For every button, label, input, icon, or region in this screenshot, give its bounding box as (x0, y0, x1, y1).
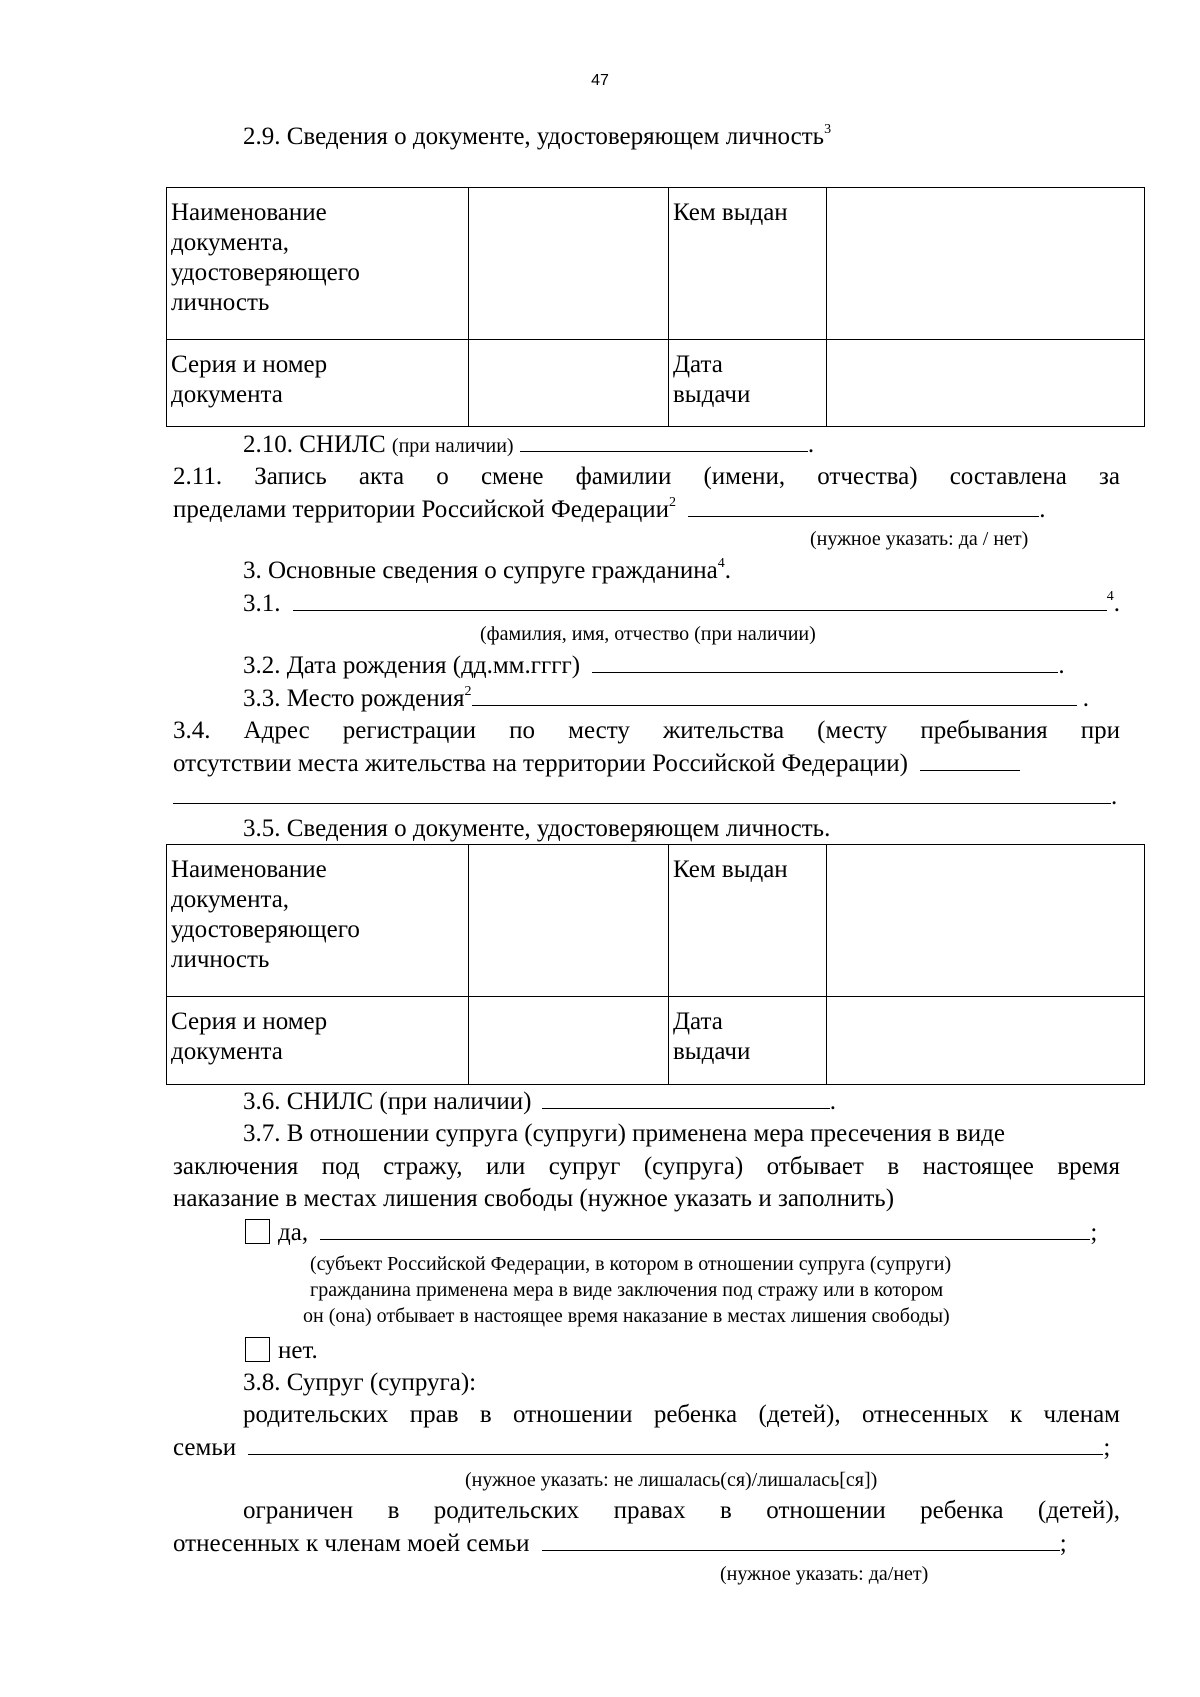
spouse-snils-field[interactable] (542, 1087, 830, 1109)
section-3-8-p1-line1: родительских прав в отношении ребенка (детей), отнесенных к членам (243, 1401, 1120, 1428)
parental-rights-field[interactable] (248, 1433, 1103, 1455)
label-series-number: Серия и номер документа (167, 997, 469, 1085)
birth-place-field[interactable] (472, 684, 1077, 706)
name-change-field[interactable] (688, 495, 1039, 517)
section-3-4-line2: отсутствии места жительства на территории Российской Федерации) (173, 749, 1020, 779)
footnote-ref: 3 (824, 122, 832, 137)
detention-region-field[interactable] (320, 1218, 1090, 1240)
section-2-11-line1: 2.11. Запись акта о смене фамилии (имени, отчества) составлена за (173, 463, 1120, 490)
footnote-ref: 4 (1106, 589, 1114, 604)
option-yes: да, ; (245, 1218, 1097, 1248)
field-document-name[interactable] (469, 188, 669, 340)
label-issued-by: Кем выдан (669, 188, 827, 340)
section-2-11-line2: пределами территории Российской Федерации$^2$ . (173, 495, 1046, 523)
parental-restriction-field[interactable] (542, 1529, 1060, 1551)
section-3-8-title: 3.8. Супруг (супруга): (243, 1369, 477, 1396)
checkbox-no[interactable] (245, 1337, 270, 1362)
section-3-5-title: 3.5. Сведения о документе, удостоверяющем личность. (243, 815, 831, 842)
section-3-7-caption1: (субъект Российской Федерации, в котором в отношении супруга (супруги) (310, 1253, 952, 1275)
section-2-10: 2.10. СНИЛС (при наличии) . (243, 431, 815, 458)
label-issue-date: Дата выдачи (669, 997, 827, 1085)
field-issue-date[interactable] (827, 340, 1145, 427)
section-3-title: 3. Основные сведения о супруге гражданина$^4$. (243, 556, 731, 584)
section-2-11-caption: (нужное указать: да / нет) (810, 528, 1029, 550)
section-3-7-caption2: гражданина применена мера в виде заключения под стражу или в котором (310, 1279, 944, 1301)
birth-date-field[interactable] (592, 651, 1058, 673)
footnote-ref: 4 (717, 556, 725, 571)
section-3-8-p2-line2: отнесенных к членам моей семьи ; (173, 1530, 1067, 1557)
address-field-part2[interactable] (173, 782, 1111, 804)
section-3-3: 3.3. Место рождения$^2$ . (243, 684, 1090, 712)
field-series-number[interactable] (469, 340, 669, 427)
field-series-number[interactable] (469, 997, 669, 1085)
section-3-8-p2-line1: ограничен в родительских правах в отношении ребенка (детей), (243, 1497, 1120, 1524)
identity-document-table-1 (166, 187, 1145, 427)
address-field-part1[interactable] (920, 749, 1020, 771)
section-3-4-line1: 3.4. Адрес регистрации по месту жительства (месту пребывания при (173, 717, 1120, 744)
section-3-6: 3.6. СНИЛС (при наличии) . (243, 1088, 836, 1115)
label-document-name: Наименование документа, удостоверяющего личность (167, 845, 469, 997)
option-no: нет. (245, 1336, 318, 1366)
section-3-4-line3: . (173, 782, 1117, 812)
label-document-name: Наименование документа, удостоверяющего личность (167, 188, 469, 340)
identity-document-table-2 (166, 844, 1145, 1085)
label-issued-by: Кем выдан (669, 845, 827, 997)
label-issue-date: Дата выдачи (669, 340, 827, 427)
section-3-7-line2: заключения под стражу, или супруг (супруга) отбывает в настоящее время (173, 1153, 1120, 1180)
spouse-name-field[interactable] (293, 589, 1107, 611)
section-3-8-p1-line2: семьи ; (173, 1434, 1111, 1461)
checkbox-yes[interactable] (245, 1219, 270, 1244)
field-document-name[interactable] (469, 845, 669, 997)
label-series-number: Серия и номер документа (167, 340, 469, 427)
section-3-1-caption: (фамилия, имя, отчество (при наличии) (480, 623, 816, 645)
section-3-2: 3.2. Дата рождения (дд.мм.гггг) . (243, 652, 1065, 679)
section-3-7-line3: наказание в местах лишения свободы (нужное указать и заполнить) (173, 1185, 895, 1212)
field-issue-date[interactable] (827, 997, 1145, 1085)
footnote-ref: 2 (669, 495, 677, 510)
field-issued-by[interactable] (827, 188, 1145, 340)
section-3-8-p1-caption: (нужное указать: не лишалась(ся)/лишалась[ся]) (465, 1469, 878, 1491)
field-issued-by[interactable] (827, 845, 1145, 997)
snils-field[interactable] (520, 430, 808, 452)
section-3-7-caption3: он (она) отбывает в настоящее время наказание в местах лишения свободы) (303, 1305, 950, 1327)
section-3-1: 3.1. $^4$. (243, 589, 1120, 617)
section-3-8-p2-caption: (нужное указать: да/нет) (720, 1563, 929, 1585)
section-3-7-line1: 3.7. В отношении супруга (супруги) применена мера пресечения в виде (243, 1120, 1005, 1147)
section-2-9-title: 2.9. Сведения о документе, удостоверяющем личность$^3$ (243, 122, 832, 150)
page-number: 47 (591, 72, 609, 89)
footnote-ref: 2 (464, 684, 472, 699)
